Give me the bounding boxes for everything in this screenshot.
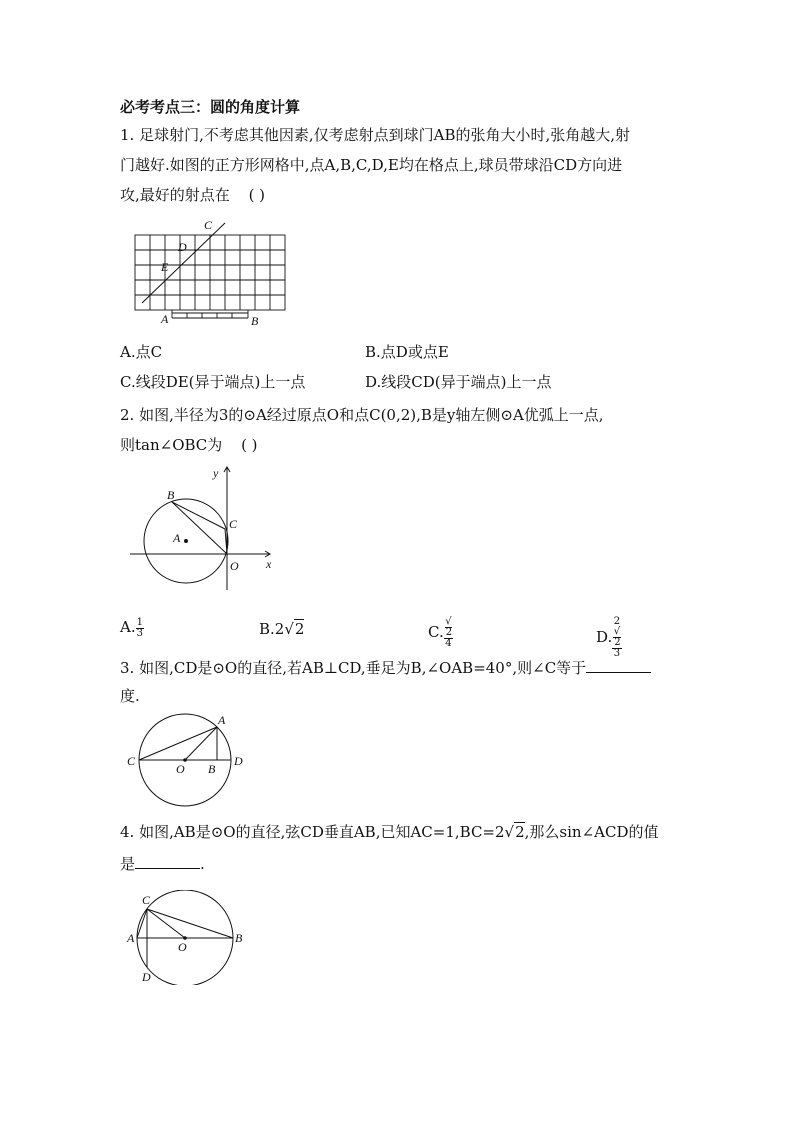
q2-option-c-denominator: 4 <box>445 638 452 649</box>
q2-text-line1: 2. 如图,半径为3的⊙A经过原点O和点C(0,2),B是y轴左侧⊙A优弧上一点, <box>120 406 604 424</box>
q4-label-d: D <box>142 970 151 984</box>
q4-answer-blank[interactable] <box>135 852 200 869</box>
q2-label-x: x <box>266 557 272 571</box>
q2-center-dot <box>184 539 188 543</box>
q1-text-line3 <box>120 185 265 205</box>
q2-option-d-denominator: 3 <box>613 648 621 659</box>
q3-text-line2: 度. <box>120 687 140 705</box>
q2-option-c-prefix: C. <box>428 623 444 641</box>
q2-option-c-numerator: 2 <box>445 627 453 638</box>
q4-label-o: O <box>178 940 187 954</box>
q4-label-c: C <box>142 893 151 907</box>
q1-answer-paren: ( ) <box>248 186 266 204</box>
q4-label-a: A <box>127 931 135 945</box>
q1-label-e: E <box>161 260 169 274</box>
q2-option-b: B.2√2 <box>259 620 305 638</box>
q3-text-line1 <box>120 656 651 678</box>
q3-circle-figure <box>125 710 250 810</box>
q3-label-d: D <box>234 754 243 768</box>
q2-label-c: C <box>229 517 238 531</box>
q3-label-c: C <box>127 754 136 768</box>
q2-option-d-radicand: 2 <box>614 637 621 648</box>
q4-text-line1-pre: 4. 如图,AB是⊙O的直径,弦CD垂直AB,已知AC=1,BC=2 <box>120 823 505 841</box>
q4-text-line1: 4. 如图,AB是⊙O的直径,弦CD垂直AB,已知AC=1,BC=2√2,那么sin∠ACD的值 <box>120 823 659 841</box>
q4-text-line2-post: . <box>200 855 205 873</box>
q1-text-line3-main: 攻,最好的射点在 <box>120 186 230 204</box>
q2-option-b-coefficient: 2 <box>274 620 285 638</box>
q1-option-b: B.点D或点E <box>365 343 449 361</box>
q2-option-b-radicand: 2 <box>294 620 305 638</box>
q3-label-o: O <box>176 762 185 776</box>
q1-grid-figure <box>120 215 295 330</box>
q2-option-d-prefix: D. <box>596 628 613 646</box>
q2-label-a: A <box>173 531 181 545</box>
q4-text-line1-post: ,那么sin∠ACD的值 <box>524 823 659 841</box>
q2-text-line2-main: 则tan∠OBC为 <box>120 436 223 454</box>
q3-label-b: B <box>208 762 216 776</box>
q1-option-a: A.点C <box>120 343 163 361</box>
q3-label-a: A <box>218 713 226 727</box>
q1-option-d: D.线段CD(异于端点)上一点 <box>365 373 552 391</box>
q2-label-b: B <box>167 488 175 502</box>
q2-option-c: C. √ 2 4 <box>428 616 453 649</box>
q2-option-a <box>120 617 144 639</box>
q2-option-a-denominator: 3 <box>136 627 143 639</box>
q2-circle-figure <box>125 462 285 592</box>
q2-answer-paren: ( ) <box>241 436 258 454</box>
q4-text-line2 <box>120 852 205 874</box>
q3-answer-blank[interactable] <box>586 656 651 673</box>
q1-label-d: D <box>178 240 187 254</box>
section-title: 必考考点三：圆的角度计算 <box>120 98 301 116</box>
q4-text-line2-pre: 是 <box>120 855 136 873</box>
q2-label-o: O <box>230 559 239 573</box>
q2-option-a-numerator: 1 <box>136 616 143 628</box>
q4-text-line1-radicand: 2 <box>515 823 525 841</box>
q1-label-b: B <box>251 314 259 328</box>
q2-label-y: y <box>213 466 219 480</box>
q4-label-b: B <box>235 931 243 945</box>
q2-option-b-prefix: B. <box>259 620 275 638</box>
q2-text-line2 <box>120 435 258 455</box>
q2-option-a-prefix: A. <box>120 618 136 636</box>
q3-text-line1-main: 3. 如图,CD是⊙O的直径,若AB⊥CD,垂足为B,∠OAB=40°,则∠C等于 <box>120 659 587 677</box>
q4-circle-figure <box>125 890 250 985</box>
q1-label-c: C <box>204 218 213 232</box>
q1-text-line2: 门越好.如图的正方形网格中,点A,B,C,D,E均在格点上,球员带球沿CD方向进 <box>120 156 623 174</box>
q2-option-d-coefficient: 2 <box>613 616 621 627</box>
q2-option-d: D. 2 √ 2 3 <box>596 616 621 659</box>
q1-option-c: C.线段DE(异于端点)上一点 <box>120 373 306 391</box>
q1-text-line1: 1. 足球射门,不考虑其他因素,仅考虑射点到球门AB的张角大小时,张角越大,射 <box>120 126 631 144</box>
q1-label-a: A <box>161 312 169 326</box>
